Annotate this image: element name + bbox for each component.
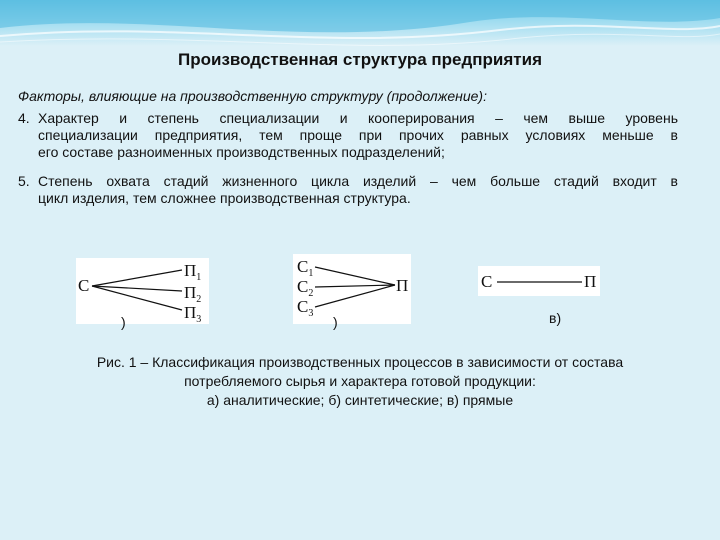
diagram-b-source-3: $С_3$ xyxy=(297,297,314,319)
item-text: Степень охвата стадий жизненного цикла изделий – чем больше стадий входит в xyxy=(38,173,678,189)
diagram-a-target-2: $П_2$ xyxy=(184,283,202,305)
item-text: специализации предприятия, тем проще при прочих равных условиях меньше в xyxy=(38,127,678,143)
diagram-a-target-1: $П_1$ xyxy=(184,261,202,283)
caption-line: а) аналитические; б) синтетические; в) прямые xyxy=(206,392,514,408)
item-text: цикл изделия, тем сложнее производственная структура. xyxy=(38,190,411,206)
slide-title: Производственная структура предприятия xyxy=(178,50,542,69)
diagram-synthetic xyxy=(293,254,411,324)
diagram-a-target-3: $П_3$ xyxy=(184,303,202,324)
diagram-c-letter: в) xyxy=(549,310,562,326)
caption-line: Рис. 1 – Классификация производственных процессов в зависимости от состава xyxy=(96,354,624,370)
caption-line: потребляемого сырья и характера готовой продукции: xyxy=(184,373,536,389)
diagram-analytic xyxy=(76,258,209,324)
factor-item-4 xyxy=(18,110,678,161)
diagram-b-source-1: $С_1$ xyxy=(297,257,314,279)
diagram-c-source: С xyxy=(481,272,493,291)
item-number: 4. xyxy=(18,110,30,126)
factor-item-5 xyxy=(18,173,678,207)
diagram-b-letter: ) xyxy=(333,314,338,330)
slide-subtitle: Факторы, влияющие на производственную структуру (продолжение): xyxy=(18,88,487,104)
diagram-c-target: П xyxy=(584,272,597,291)
diagram-b-target: П xyxy=(396,276,409,295)
diagram-a-letter: ) xyxy=(121,314,126,330)
item-text: его составе разноименных производственных подразделений; xyxy=(38,144,445,160)
figure-caption xyxy=(0,353,720,410)
item-text: Характер и степень специализации и кооперирования – чем выше уровень xyxy=(38,110,678,126)
diagram-direct xyxy=(478,266,600,296)
diagram-a-source: С xyxy=(78,276,90,295)
item-number: 5. xyxy=(18,173,30,189)
diagram-b-source-2: $С_2$ xyxy=(297,277,314,299)
